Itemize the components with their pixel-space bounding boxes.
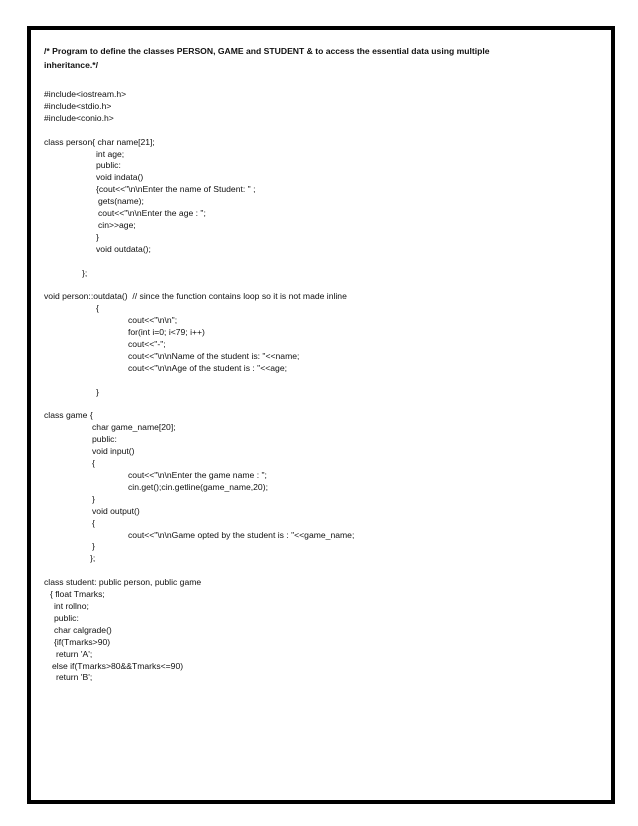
code-line: #include<iostream.h>: [44, 89, 127, 99]
code-line: public:: [92, 434, 117, 445]
code-line: [44, 256, 544, 268]
code-line: }: [96, 231, 99, 242]
code-line: cout<<"\n\nGame opted by the student is : "<<game_name;: [128, 529, 355, 540]
code-line: return 'B';: [56, 672, 93, 683]
code-line: for(int i=0; i<79; i++): [128, 327, 205, 338]
code-line: void indata(): [96, 172, 144, 183]
code-line: {: [96, 303, 99, 314]
code-line: cin.get();cin.getline(game_name,20);: [128, 481, 268, 492]
code-line: {cout<<"\n\nEnter the name of Student: " ;: [96, 184, 256, 195]
code-line: cin>>age;: [98, 219, 136, 230]
code-line: {: [92, 517, 95, 528]
code-line: cout<<"\n\nName of the student is: "<<name;: [128, 350, 300, 361]
code-line: {: [92, 458, 95, 469]
code-line: cout<<"-";: [128, 339, 166, 350]
program-heading: [44, 44, 544, 72]
code-line: cout<<"\n\nAge of the student is : "<<age;: [128, 362, 287, 373]
code-line: cout<<"\n\nEnter the age : ";: [98, 208, 206, 219]
code-line: int rollno;: [54, 600, 89, 611]
code-line: else if(Tmarks>80&&Tmarks<=90): [52, 660, 184, 671]
code-line: public:: [54, 612, 79, 623]
code-line: class person{ char name[21];: [44, 136, 155, 147]
code-line: class game {: [44, 410, 93, 421]
code-line: int age;: [96, 148, 125, 159]
code-listing: [44, 89, 544, 684]
code-line: void person::outdata() // since the function contains loop so it is not made inline: [44, 291, 347, 302]
code-line: cout<<"\n\nEnter the game name : ";: [128, 470, 267, 480]
code-line: };: [90, 553, 96, 564]
code-line: char calgrade(): [54, 624, 112, 635]
code-line: void input(): [92, 446, 135, 457]
code-line: return 'A';: [56, 648, 93, 659]
document-body: [44, 44, 544, 684]
code-line: void outdata();: [96, 243, 151, 254]
code-line: };: [82, 267, 88, 278]
code-line: #include<stdio.h>: [44, 100, 112, 111]
code-line: class student: public person, public game: [44, 577, 202, 588]
code-line: }: [92, 493, 95, 504]
code-line: [44, 125, 544, 137]
code-line: void output(): [92, 505, 140, 516]
code-line: [44, 375, 544, 387]
code-line: char game_name[20];: [92, 422, 176, 433]
code-line: {if(Tmarks>90): [54, 636, 111, 647]
code-line: #include<conio.h>: [44, 112, 114, 123]
code-line: }: [92, 541, 95, 552]
code-line: public:: [96, 160, 121, 171]
code-line: [44, 399, 544, 411]
heading-line-2: inheritance.*/: [44, 60, 98, 70]
heading-line-1: /* Program to define the classes PERSON, GAME and STUDENT & to access the essential data using multiple: [44, 46, 490, 56]
code-line: cout<<"\n\n";: [128, 315, 178, 326]
code-line: [44, 280, 544, 292]
code-line: [44, 565, 544, 577]
code-line: { float Tmarks;: [50, 589, 105, 600]
code-line: gets(name);: [98, 196, 144, 207]
code-line: }: [96, 386, 99, 397]
